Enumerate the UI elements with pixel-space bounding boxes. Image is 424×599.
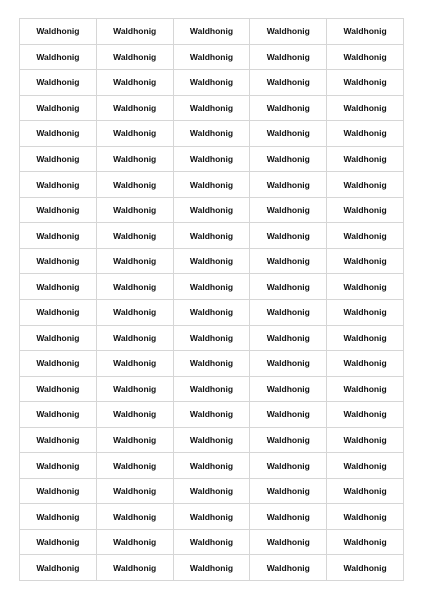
label-cell: Waldhonig [327,223,404,249]
label-cell: Waldhonig [250,274,327,300]
label-cell: Waldhonig [20,223,97,249]
label-cell: Waldhonig [20,453,97,479]
label-cell: Waldhonig [97,147,174,173]
label-cell: Waldhonig [174,377,251,403]
label-cell: Waldhonig [327,453,404,479]
label-cell: Waldhonig [97,300,174,326]
label-cell: Waldhonig [97,555,174,581]
label-cell: Waldhonig [97,428,174,454]
label-cell: Waldhonig [250,351,327,377]
label-cell: Waldhonig [97,172,174,198]
label-cell: Waldhonig [97,351,174,377]
label-cell: Waldhonig [20,479,97,505]
label-cell: Waldhonig [20,428,97,454]
label-cell: Waldhonig [97,223,174,249]
label-cell: Waldhonig [20,555,97,581]
label-cell: Waldhonig [97,45,174,71]
label-cell: Waldhonig [97,326,174,352]
label-cell: Waldhonig [20,121,97,147]
label-sheet [19,18,404,581]
label-cell: Waldhonig [20,377,97,403]
label-cell: Waldhonig [250,300,327,326]
label-cell: Waldhonig [327,198,404,224]
label-cell: Waldhonig [174,96,251,122]
label-cell: Waldhonig [327,555,404,581]
label-cell: Waldhonig [250,530,327,556]
label-cell: Waldhonig [327,45,404,71]
label-cell: Waldhonig [250,19,327,45]
label-cell: Waldhonig [250,147,327,173]
label-cell: Waldhonig [250,377,327,403]
label-cell: Waldhonig [327,300,404,326]
label-cell: Waldhonig [174,19,251,45]
label-cell: Waldhonig [174,428,251,454]
label-cell: Waldhonig [327,147,404,173]
label-cell: Waldhonig [250,45,327,71]
label-cell: Waldhonig [20,300,97,326]
label-cell: Waldhonig [20,147,97,173]
label-cell: Waldhonig [327,274,404,300]
label-cell: Waldhonig [174,300,251,326]
label-cell: Waldhonig [20,530,97,556]
label-cell: Waldhonig [250,402,327,428]
label-cell: Waldhonig [327,96,404,122]
label-cell: Waldhonig [174,172,251,198]
label-cell: Waldhonig [250,121,327,147]
label-cell: Waldhonig [97,402,174,428]
label-cell: Waldhonig [97,198,174,224]
label-cell: Waldhonig [97,530,174,556]
label-cell: Waldhonig [250,96,327,122]
label-cell: Waldhonig [174,45,251,71]
label-cell: Waldhonig [250,198,327,224]
label-cell: Waldhonig [97,70,174,96]
label-cell: Waldhonig [327,428,404,454]
label-cell: Waldhonig [20,70,97,96]
label-cell: Waldhonig [20,172,97,198]
label-cell: Waldhonig [97,504,174,530]
label-cell: Waldhonig [174,504,251,530]
label-cell: Waldhonig [250,428,327,454]
label-cell: Waldhonig [97,19,174,45]
label-cell: Waldhonig [250,479,327,505]
label-cell: Waldhonig [327,351,404,377]
label-cell: Waldhonig [174,198,251,224]
label-cell: Waldhonig [327,249,404,275]
label-cell: Waldhonig [327,479,404,505]
label-cell: Waldhonig [327,402,404,428]
label-cell: Waldhonig [327,326,404,352]
label-cell: Waldhonig [174,326,251,352]
label-cell: Waldhonig [20,249,97,275]
label-cell: Waldhonig [174,274,251,300]
label-cell: Waldhonig [97,479,174,505]
label-cell: Waldhonig [174,479,251,505]
label-cell: Waldhonig [174,121,251,147]
label-cell: Waldhonig [97,121,174,147]
label-cell: Waldhonig [20,402,97,428]
label-cell: Waldhonig [327,377,404,403]
label-cell: Waldhonig [250,555,327,581]
label-cell: Waldhonig [327,504,404,530]
label-cell: Waldhonig [97,377,174,403]
label-cell: Waldhonig [20,45,97,71]
label-cell: Waldhonig [97,249,174,275]
label-cell: Waldhonig [20,96,97,122]
label-cell: Waldhonig [97,453,174,479]
label-cell: Waldhonig [20,504,97,530]
label-cell: Waldhonig [20,274,97,300]
label-cell: Waldhonig [250,504,327,530]
label-cell: Waldhonig [327,70,404,96]
label-cell: Waldhonig [250,223,327,249]
label-cell: Waldhonig [327,19,404,45]
label-cell: Waldhonig [250,172,327,198]
label-cell: Waldhonig [20,326,97,352]
label-cell: Waldhonig [174,555,251,581]
label-cell: Waldhonig [174,249,251,275]
label-cell: Waldhonig [250,326,327,352]
label-cell: Waldhonig [174,351,251,377]
label-cell: Waldhonig [174,453,251,479]
label-cell: Waldhonig [327,530,404,556]
label-cell: Waldhonig [20,198,97,224]
label-cell: Waldhonig [20,351,97,377]
label-cell: Waldhonig [327,172,404,198]
label-cell: Waldhonig [250,249,327,275]
label-cell: Waldhonig [174,70,251,96]
label-cell: Waldhonig [174,402,251,428]
label-cell: Waldhonig [97,274,174,300]
label-cell: Waldhonig [174,530,251,556]
label-cell: Waldhonig [174,223,251,249]
label-cell: Waldhonig [250,453,327,479]
label-cell: Waldhonig [327,121,404,147]
label-cell: Waldhonig [174,147,251,173]
label-cell: Waldhonig [97,96,174,122]
label-cell: Waldhonig [250,70,327,96]
label-cell: Waldhonig [20,19,97,45]
